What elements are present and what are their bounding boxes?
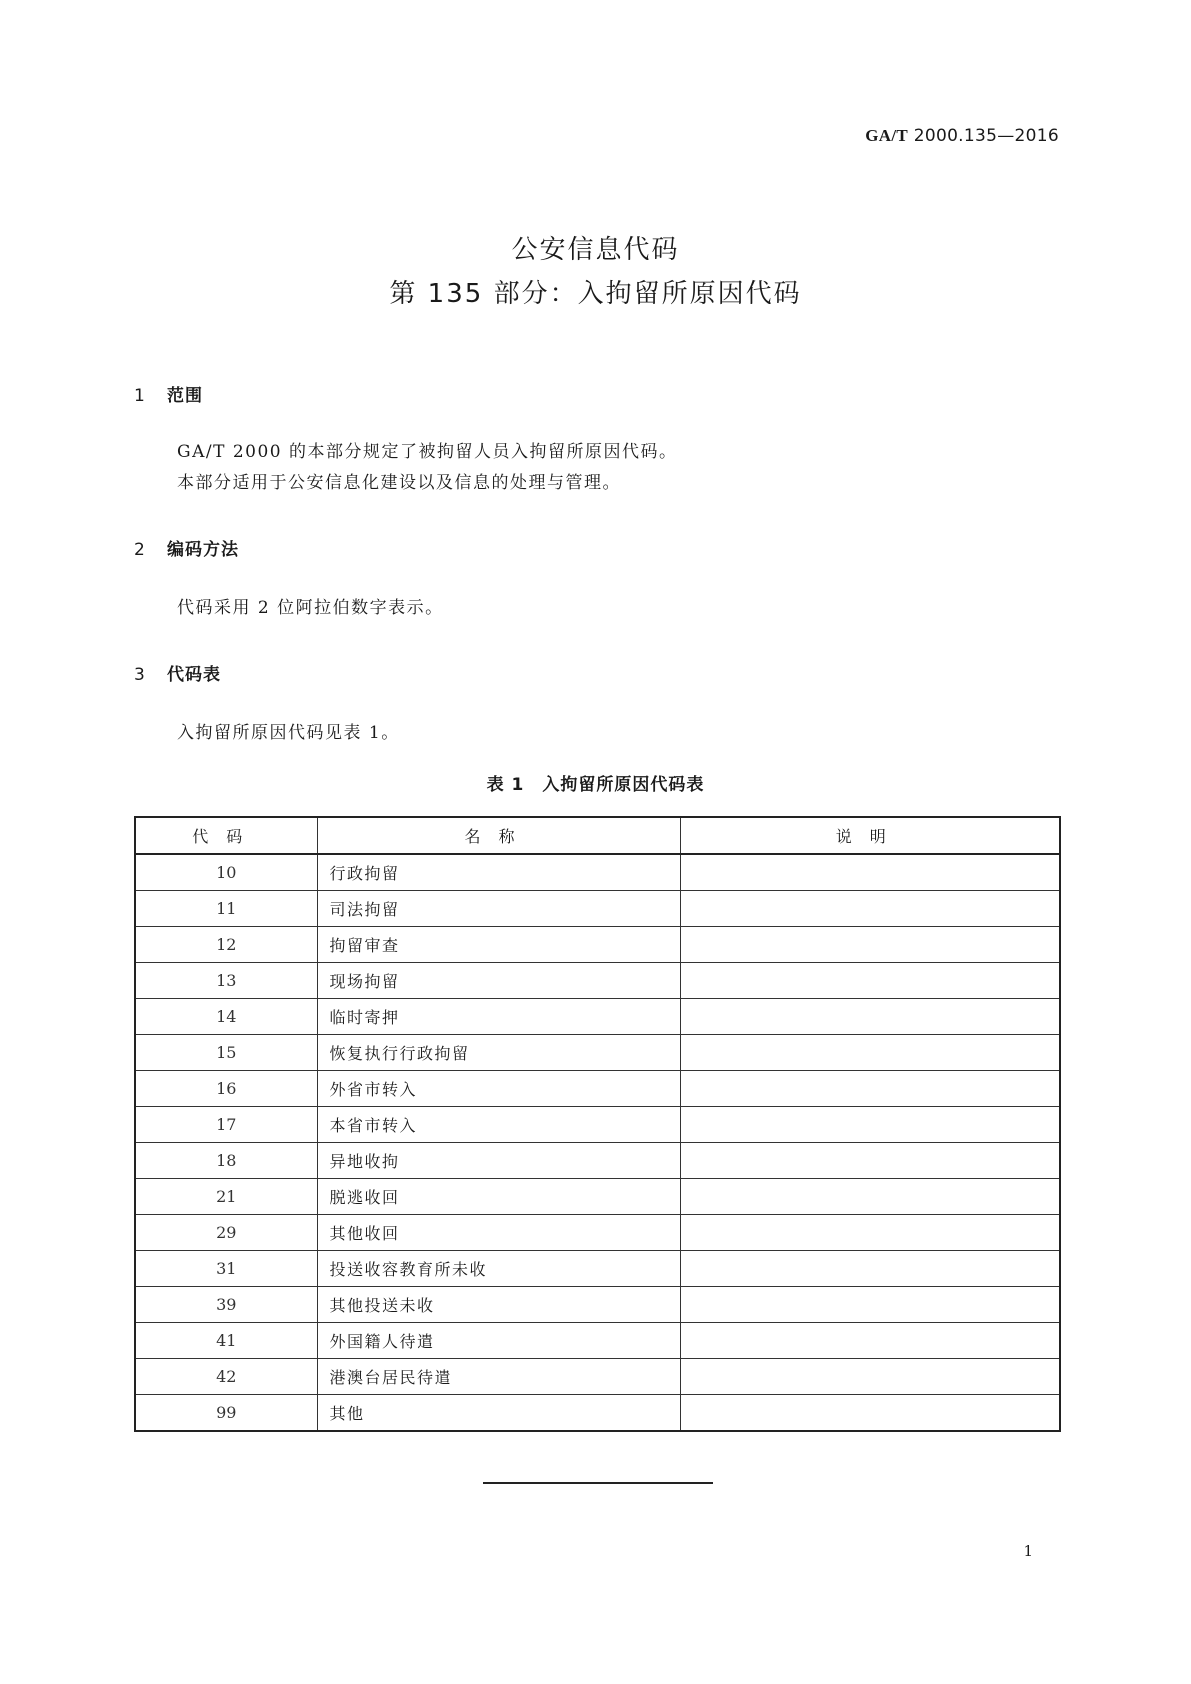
table-row	[135, 1287, 1060, 1323]
code-cell: 42	[135, 1359, 317, 1395]
code-cell: 11	[135, 891, 317, 927]
description-cell	[680, 1071, 1060, 1107]
table-row	[135, 1179, 1060, 1215]
table-row	[135, 1251, 1060, 1287]
description-cell	[680, 1323, 1060, 1359]
code-cell: 41	[135, 1323, 317, 1359]
table-row	[135, 1143, 1060, 1179]
code-cell: 17	[135, 1107, 317, 1143]
description-cell	[680, 1035, 1060, 1071]
table-row	[135, 854, 1060, 891]
description-cell	[680, 1179, 1060, 1215]
description-cell	[680, 1107, 1060, 1143]
table-header-row	[135, 817, 1060, 854]
section-heading-encoding	[134, 535, 239, 560]
table-row	[135, 1359, 1060, 1395]
name-cell: 拘留审查	[317, 927, 680, 963]
table-row	[135, 1071, 1060, 1107]
table-caption: 表 1 入拘留所原因代码表	[486, 775, 705, 795]
code-cell: 18	[135, 1143, 317, 1179]
section-number: 3	[134, 665, 146, 685]
name-cell: 港澳台居民待遣	[317, 1359, 680, 1395]
code-cell: 29	[135, 1215, 317, 1251]
description-cell	[680, 891, 1060, 927]
standard-number: 2000.135—2016	[913, 126, 1059, 146]
section-heading-code-table	[134, 660, 221, 685]
table-row	[135, 927, 1060, 963]
description-cell	[680, 999, 1060, 1035]
description-cell	[680, 854, 1060, 891]
section-title: 编码方法	[167, 540, 239, 560]
section-number: 1	[134, 386, 146, 406]
paragraph: 代码采用 2 位阿拉伯数字表示。	[177, 598, 444, 618]
description-cell	[680, 1287, 1060, 1323]
table-row	[135, 891, 1060, 927]
code-cell: 31	[135, 1251, 317, 1287]
code-cell: 99	[135, 1395, 317, 1432]
name-cell: 其他投送未收	[317, 1287, 680, 1323]
code-cell: 21	[135, 1179, 317, 1215]
standard-code	[865, 126, 1059, 146]
code-cell: 16	[135, 1071, 317, 1107]
header-description: 说明	[680, 817, 1060, 854]
table-row	[135, 999, 1060, 1035]
table-row	[135, 1395, 1060, 1432]
standard-prefix: GA/T	[865, 126, 908, 145]
name-cell: 恢复执行行政拘留	[317, 1035, 680, 1071]
section-title: 范围	[167, 386, 203, 406]
description-cell	[680, 927, 1060, 963]
paragraph: 入拘留所原因代码见表 1。	[177, 723, 400, 743]
description-cell	[680, 1215, 1060, 1251]
code-cell: 15	[135, 1035, 317, 1071]
table-row	[135, 1215, 1060, 1251]
paragraph: GA/T 2000 的本部分规定了被拘留人员入拘留所原因代码。	[177, 442, 678, 462]
name-cell: 临时寄押	[317, 999, 680, 1035]
name-cell: 投送收容教育所未收	[317, 1251, 680, 1287]
description-cell	[680, 963, 1060, 999]
code-cell: 10	[135, 854, 317, 891]
name-cell: 异地收拘	[317, 1143, 680, 1179]
name-cell: 其他	[317, 1395, 680, 1432]
table-row	[135, 1035, 1060, 1071]
code-cell: 14	[135, 999, 317, 1035]
page-number: 1	[1023, 1542, 1033, 1560]
description-cell	[680, 1143, 1060, 1179]
code-table	[134, 816, 1061, 1432]
header-code: 代码	[135, 817, 317, 854]
name-cell: 外国籍人待遣	[317, 1323, 680, 1359]
section-number: 2	[134, 540, 146, 560]
code-cell: 12	[135, 927, 317, 963]
end-rule	[483, 1482, 713, 1484]
table-row	[135, 1323, 1060, 1359]
document-title: 公安信息代码	[511, 235, 680, 265]
name-cell: 现场拘留	[317, 963, 680, 999]
document-subtitle: 第 135 部分：入拘留所原因代码	[389, 279, 802, 309]
header-name: 名称	[317, 817, 680, 854]
table-row	[135, 963, 1060, 999]
description-cell	[680, 1395, 1060, 1432]
code-cell: 39	[135, 1287, 317, 1323]
code-cell: 13	[135, 963, 317, 999]
table-row	[135, 1107, 1060, 1143]
name-cell: 行政拘留	[317, 854, 680, 891]
name-cell: 司法拘留	[317, 891, 680, 927]
paragraph: 本部分适用于公安信息化建设以及信息的处理与管理。	[177, 473, 621, 493]
section-heading-scope	[134, 381, 203, 406]
name-cell: 脱逃收回	[317, 1179, 680, 1215]
name-cell: 外省市转入	[317, 1071, 680, 1107]
section-title: 代码表	[167, 665, 221, 685]
name-cell: 其他收回	[317, 1215, 680, 1251]
description-cell	[680, 1359, 1060, 1395]
description-cell	[680, 1251, 1060, 1287]
name-cell: 本省市转入	[317, 1107, 680, 1143]
